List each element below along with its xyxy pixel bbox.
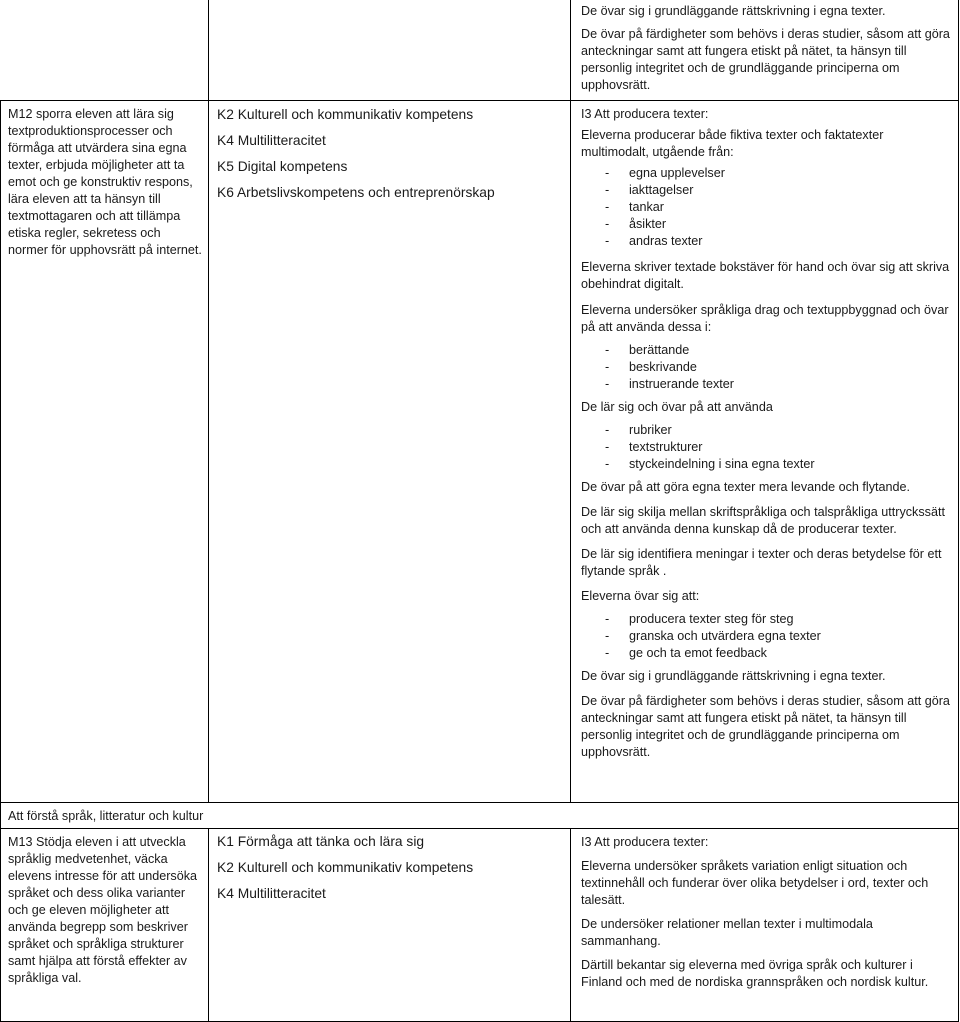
list-item: - åsikter <box>605 216 953 233</box>
competence-k2: K2 Kulturell och kommunikativ kompetens <box>217 860 474 875</box>
features-text: Eleverna undersöker språkliga drag och textuppbyggnad och övar på att använda dessa i: <box>581 303 949 334</box>
competence-k4: K4 Multilitteracitet <box>217 886 326 901</box>
hline-row1 <box>0 100 959 101</box>
sentences-text: De lär sig identifiera meningar i texter och deras betydelse för ett flytande språk . <box>581 547 942 578</box>
spelling-text: De övar sig i grundläggande rättskrivning i egna texter. <box>581 669 886 683</box>
vline-col2-lower <box>570 828 571 1022</box>
competence-k2: K2 Kulturell och kommunikativ kompetens <box>217 107 474 122</box>
list-item: - styckeindelning i sina egna texter <box>605 456 953 473</box>
use-text: De lär sig och övar på att använda <box>581 400 773 414</box>
list-item: - ge och ta emot feedback <box>605 645 953 662</box>
sources-list <box>581 165 953 250</box>
written-spoken-text: De lär sig skilja mellan skriftspråkliga och talspråkliga uttryckssätt och att använda denna kunskap då de producerar texter. <box>581 505 945 536</box>
m13-content-cell <box>581 834 953 997</box>
m12-competences-cell <box>217 102 567 206</box>
text-types-list <box>581 342 953 393</box>
m12-goal-cell <box>8 106 203 265</box>
structure-list <box>581 422 953 473</box>
list-item: - producera texter steg för steg <box>605 611 953 628</box>
practice-text: Eleverna övar sig att: <box>581 589 700 603</box>
list-item: - egna upplevelser <box>605 165 953 182</box>
vline-col1 <box>208 0 209 803</box>
list-item: - beskrivande <box>605 359 953 376</box>
top-right-cell <box>581 3 953 100</box>
content-intro: Eleverna producerar både fiktiva texter och faktatexter multimodalt, utgående från: <box>581 128 884 159</box>
vline-left <box>0 100 1 1022</box>
lively-text: De övar på att göra egna texter mera levande och flytande. <box>581 480 911 494</box>
m13-languages-text: Därtill bekantar sig eleverna med övriga språk och kulturer i Finland och med de nordiska grannspråken och nordisk kultur. <box>581 958 929 989</box>
vline-col2 <box>570 0 571 803</box>
list-item: - berättande <box>605 342 953 359</box>
m13-relations-text: De undersöker relationer mellan texter i multimodala sammanhang. <box>581 917 873 948</box>
m12-goal-text: M12 sporra eleven att lära sig textproduktionsprocesser och förmåga att utvärdera sina egna texter, erbjuda möjligheter att ta emot och ge konstruktiv respons, lära eleven att ta hänsyn till textmottagaren och att tillämpa etiska regler, sekretess och normer för upphovsrätt på internet. <box>8 107 202 257</box>
list-item: - rubriker <box>605 422 953 439</box>
list-item: - granska och utvärdera egna texter <box>605 628 953 645</box>
m13-competences-cell <box>217 829 567 907</box>
list-item: - andras texter <box>605 233 953 250</box>
top-skills-text: De övar på färdigheter som behövs i deras studier, såsom att göra anteckningar samt att fungera etiskt på nätet, ta hänsyn till personlig integritet och de grundläggande principerna om upphovsrätt. <box>581 27 950 92</box>
m13-goal-cell <box>8 834 203 993</box>
vline-col1-lower <box>208 828 209 1022</box>
competence-k6: K6 Arbetslivskompetens och entreprenörskap <box>217 185 495 200</box>
m13-content-heading: I3 Att producera texter: <box>581 835 709 849</box>
competence-k4: K4 Multilitteracitet <box>217 133 326 148</box>
list-item: - iakttagelser <box>605 182 953 199</box>
list-item: - textstrukturer <box>605 439 953 456</box>
hline-section-top <box>0 802 959 803</box>
skills-text: De övar på färdigheter som behövs i deras studier, såsom att göra anteckningar samt att fungera etiskt på nätet, ta hänsyn till personlig integritet och de grundläggande principerna om upphovsrätt. <box>581 694 950 759</box>
list-item: - instruerande texter <box>605 376 953 393</box>
handwriting-text: Eleverna skriver textade bokstäver för hand och övar sig att skriva obehindrat digitalt. <box>581 260 950 291</box>
list-item: - tankar <box>605 199 953 216</box>
m13-variation-text: Eleverna undersöker språkets variation enligt situation och textinnehåll och funderar över olika betydelser i ord, texter och talesätt. <box>581 859 929 907</box>
top-spelling-text: De övar sig i grundläggande rättskrivning i egna texter. <box>581 4 886 18</box>
section-heading: Att förstå språk, litteratur och kultur <box>8 809 204 823</box>
competence-k5: K5 Digital kompetens <box>217 159 348 174</box>
m13-goal-text: M13 Stödja eleven i att utveckla språklig medvetenhet, väcka elevens intresse för att undersöka språket och dess olika varianter och ge eleven möjligheter att använda begrepp som beskriver språket och språkliga strukturer samt hjälpa att förstå effekter av språkliga val. <box>8 835 198 985</box>
competence-k1: K1 Förmåga att tänka och lära sig <box>217 834 425 849</box>
vline-right <box>958 0 959 1022</box>
content-heading: I3 Att producera texter: <box>581 107 709 121</box>
m12-content-cell <box>581 106 953 767</box>
steps-list <box>581 611 953 662</box>
